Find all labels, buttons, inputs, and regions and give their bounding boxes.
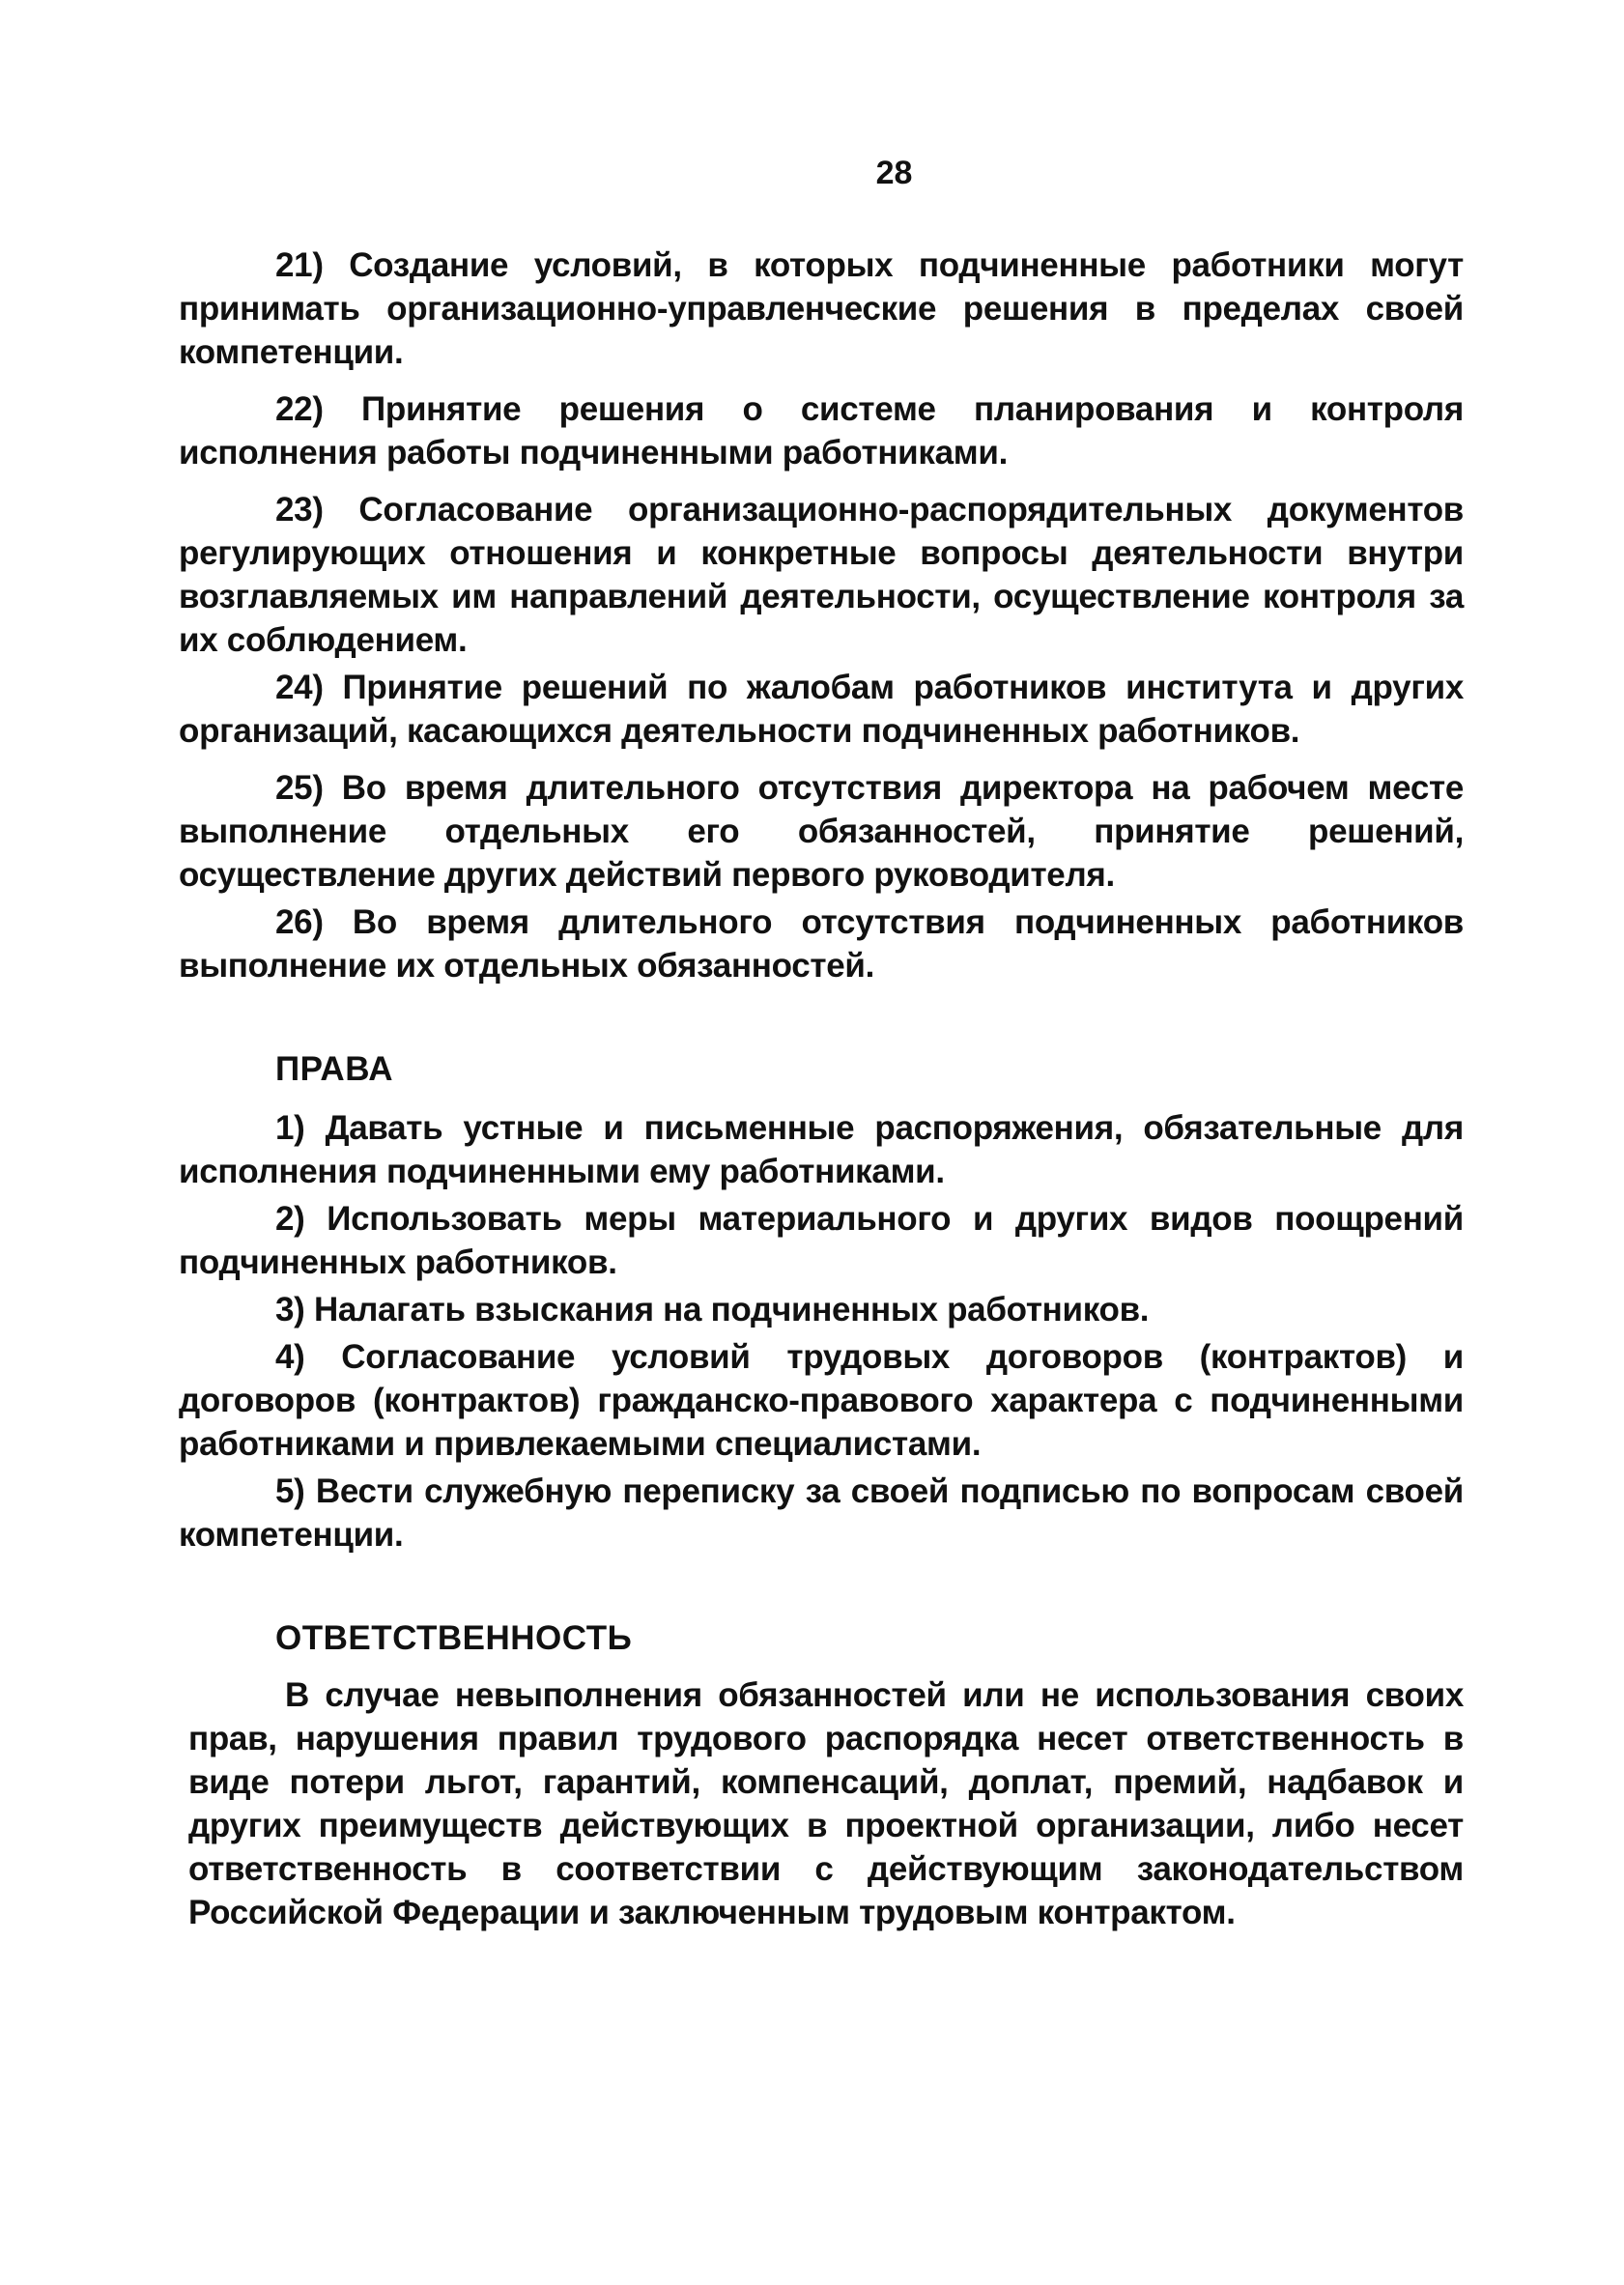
- rights-paragraph-5: 5) Вести служебную переписку за своей подписью по вопросам своей компетенции.: [179, 1472, 1464, 1554]
- rights-paragraph-3: 3) Налагать взыскания на подчиненных работников.: [275, 1291, 1150, 1328]
- document-body: [179, 243, 1464, 1934]
- duty-paragraph-22: 22) Принятие решения о системе планирования и контроля исполнения работы подчиненными работниками.: [179, 390, 1464, 471]
- rights-paragraph-1: 1) Давать устные и письменные распоряжения, обязательные для исполнения подчиненными ему работниками.: [179, 1109, 1464, 1190]
- duty-paragraph-26: 26) Во время длительного отсутствия подчиненных работников выполнение их отдельных обязанностей.: [179, 903, 1464, 985]
- responsibility-heading: ОТВЕТСТВЕННОСТЬ: [275, 1619, 633, 1657]
- responsibility-paragraph: В случае невыполнения обязанностей или не использования своих прав, нарушения правил трудового распорядка несет ответственность в виде потери льгот, гарантий, компенсаций, доплат, премий, надбавок и других преимуществ действующих в проектной организации, либо несет ответственность в соответствии с действующим законодательством Российской Федерации и заключенным трудовым контрактом.: [188, 1676, 1464, 1931]
- responsibility-block: [188, 1673, 1464, 1934]
- rights-paragraph-2: 2) Использовать меры материального и других видов поощрений подчиненных работников.: [179, 1200, 1464, 1281]
- rights-heading: ПРАВА: [275, 1050, 394, 1088]
- page-number: 28: [875, 155, 913, 191]
- rights-paragraph-4: 4) Согласование условий трудовых договоров (контрактов) и договоров (контрактов) гражданско-правового характера с подчиненными работниками и привлекаемыми специалистами.: [179, 1338, 1464, 1463]
- duty-paragraph-25: 25) Во время длительного отсутствия директора на рабочем месте выполнение отдельных его обязанностей, принятие решений, осуществление других действий первого руководителя.: [179, 769, 1464, 894]
- duty-paragraph-23: 23) Согласование организационно-распорядительных документов регулирующих отношения и конкретные вопросы деятельности внутри возглавляемых им направлений деятельности, осуществление контроля за их соблюдением.: [179, 491, 1464, 659]
- duty-paragraph-21: 21) Создание условий, в которых подчиненные работники могут принимать организационно-управленческие решения в пределах своей компетенции.: [179, 246, 1464, 371]
- duty-paragraph-24: 24) Принятие решений по жалобам работников института и других организаций, касающихся деятельности подчиненных работников.: [179, 669, 1464, 750]
